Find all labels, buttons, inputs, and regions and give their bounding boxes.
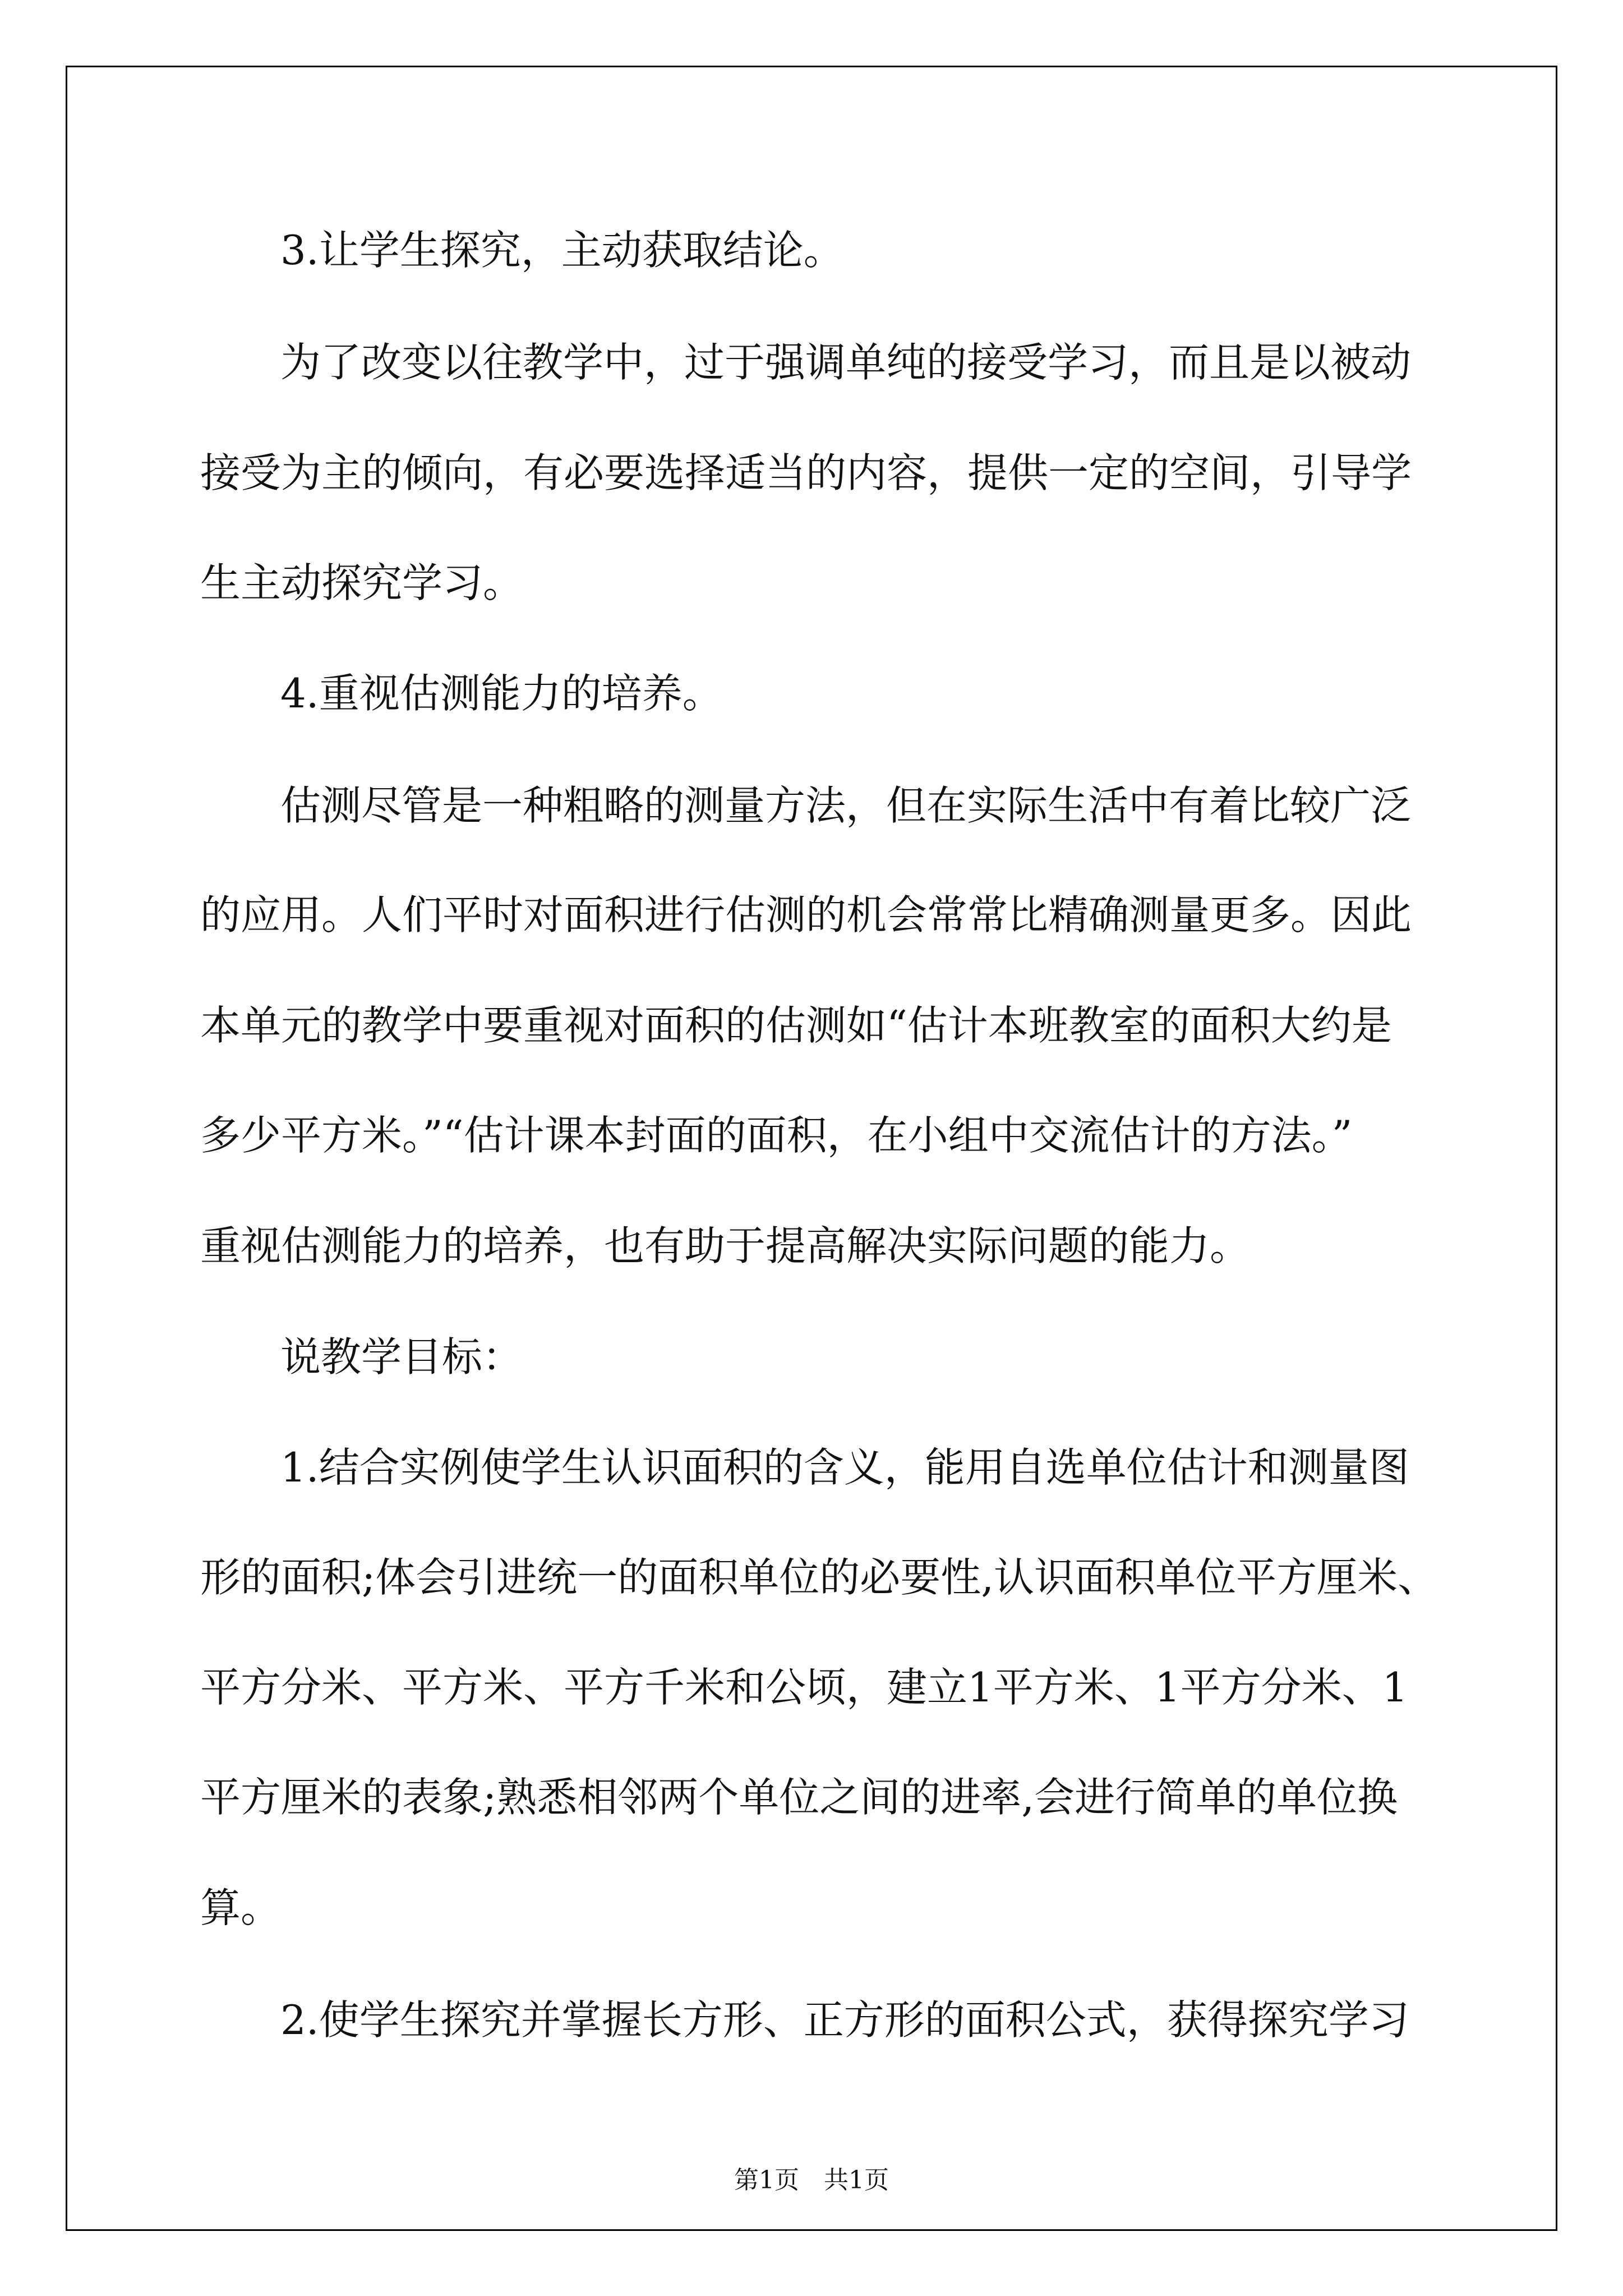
paragraph-line: 3.让学生探究，主动获取结论。 xyxy=(280,227,844,274)
paragraph-line: 估测尽管是一种粗略的测量方法，但在实际生活中有着比较广泛 xyxy=(280,782,1412,829)
paragraph-line: 平方厘米的表象;熟悉相邻两个单位之间的进率,会进行简单的单位换 xyxy=(200,1774,1398,1821)
paragraph-line: 生主动探究学习。 xyxy=(200,559,524,606)
paragraph-line: 多少平方米。”“估计课本封面的面积，在小组中交流估计的方法。” xyxy=(200,1112,1353,1159)
paragraph-line: 平方分米、平方米、平方千米和公顷，建立1平方米、1平方分米、1 xyxy=(200,1664,1408,1711)
paragraph-line: 重视估测能力的培养，也有助于提高解决实际问题的能力。 xyxy=(200,1222,1251,1269)
paragraph-line: 的应用。人们平时对面积进行估测的机会常常比精确测量更多。因此 xyxy=(200,891,1412,938)
paragraph-line: 为了改变以往教学中，过于强调单纯的接受学习，而且是以被动 xyxy=(280,339,1412,386)
paragraph-line: 4.重视估测能力的培养。 xyxy=(280,670,723,717)
paragraph-line: 接受为主的倾向，有必要选择适当的内容，提供一定的空间，引导学 xyxy=(200,449,1412,496)
paragraph-line: 算。 xyxy=(200,1884,282,1931)
paragraph-line: 说教学目标： xyxy=(280,1333,523,1381)
paragraph-line: 2.使学生探究并掌握长方形、正方形的面积公式，获得探究学习 xyxy=(280,1996,1409,2044)
paragraph-line: 1.结合实例使学生认识面积的含义，能用自选单位估计和测量图 xyxy=(280,1444,1409,1491)
paragraph-line: 本单元的教学中要重视对面积的估测如“估计本班教室的面积大约是 xyxy=(200,1002,1392,1049)
paragraph-line: 形的面积;体会引进统一的面积单位的必要性,认识面积单位平方厘米、 xyxy=(200,1554,1438,1601)
page-footer: 第1页 共1页 xyxy=(734,2166,889,2194)
